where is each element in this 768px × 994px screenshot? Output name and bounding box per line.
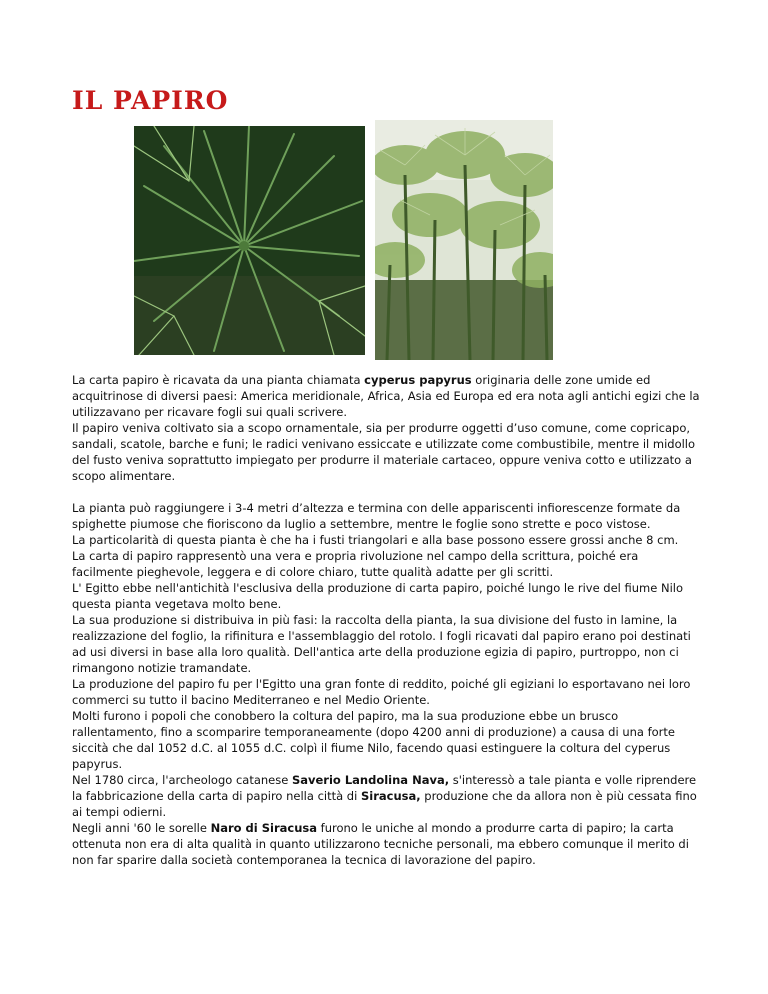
paragraph-production-phases: La sua produzione si distribuiva in più fasi: la raccolta della pianta, la sua divisione del fusto in lamine, la realizzazione del foglio, la rifinitura e l'assemblaggio del rotolo. I fogli ricavati dal papiro erano poi destinati ad usi diversi in base alla loro qualità. Dell'antica arte della produzione egizia di papiro, purtroppo, non ci rimangono notizie tramandate. (72, 613, 691, 675)
bold-name-landolina: Saverio Landolina Nava, (291, 773, 450, 787)
paragraph-naro-sisters: Negli anni '60 le sorelle Naro di Siracusa furono le uniche al mondo a produrre carta di papiro; la carta ottenuta non era di alta qualità in quanto utilizzarono tecniche personali, ma ebbero comunque il merito di non far sparire dalla società contemporanea la tecnica di lavorazione del papiro. (72, 821, 689, 867)
paragraph-decline: Molti furono i popoli che conobbero la coltura del papiro, ma la sua produzione ebbe un brusco rallentamento, fino a scomparire temporaneamente (dopo 4200 anni di produzione) a causa di una forte siccità che dal 1052 d.C. al 1055 d.C. colpì il fiume Nilo, facendo quasi estinguere la coltura del cyperus papyrus. (72, 709, 675, 771)
paragraph-revolution: La carta di papiro rappresentò una vera e propria rivoluzione nel campo della scrittura, poiché era facilmente pieghevole, leggera e di colore chiaro, tutte qualità adatte per gli scritti. (72, 549, 639, 579)
page-title: IL PAPIRO (72, 86, 229, 115)
paragraph-uses: Il papiro veniva coltivato sia a scopo ornamentale, sia per produrre oggetti d’uso comune, come copricapo, sandali, scatole, barche e funi; le radici venivano essiccate e utilizzate come combustibile, mentre il midollo del fusto veniva soprattutto impiegato per produrre il materiale cartaceo, oppure veniva cotto e utilizzato a scopo alimentare. (72, 421, 696, 483)
paragraph-stems: La particolarità di questa pianta è che ha i fusti triangolari e alla base possono essere grossi anche 8 cm. (72, 533, 679, 547)
paragraph-gap (72, 484, 700, 500)
bold-term-cyperus: cyperus papyrus (364, 373, 472, 387)
bold-name-naro: Naro di Siracusa (210, 821, 317, 835)
body-text (72, 372, 700, 868)
foliage-photo (134, 126, 365, 355)
paragraph-origin: La carta papiro è ricavata da una pianta chiamata cyperus papyrus originaria delle zone umide ed acquitrinose di diversi paesi: America meridionale, Africa, Asia ed Europa ed era nota agli antichi egizi che la utilizzavano per ricavare fogli sui quali scrivere. (72, 373, 700, 419)
paragraph-income: La produzione del papiro fu per l'Egitto una gran fonte di reddito, poiché gli egiziani lo esportavano nei loro commerci su tutto il bacino Mediterraneo e nel Medio Oriente. (72, 677, 691, 707)
paragraph-plant-height: La pianta può raggiungere i 3-4 metri d’altezza e termina con delle appariscenti infiorescenze formate da spighette piumose che fioriscono da luglio a settembre, mentre le foglie sono strette e poco vistose. (72, 501, 681, 531)
paragraph-egypt: L' Egitto ebbe nell'antichità l'esclusiva della produzione di carta papiro, poiché lungo le rive del fiume Nilo questa pianta vegetava molto bene. (72, 581, 684, 611)
papyrus-stems-photo (375, 120, 553, 360)
bold-city-siracusa: Siracusa, (360, 789, 421, 803)
paragraph-landolina: Nel 1780 circa, l'archeologo catanese Saverio Landolina Nava, s'interessò a tale pianta e volle riprendere la fabbricazione della carta di papiro nella città di Siracusa, produzione che da allora non è più cessata fino ai tempi odierni. (72, 773, 697, 819)
